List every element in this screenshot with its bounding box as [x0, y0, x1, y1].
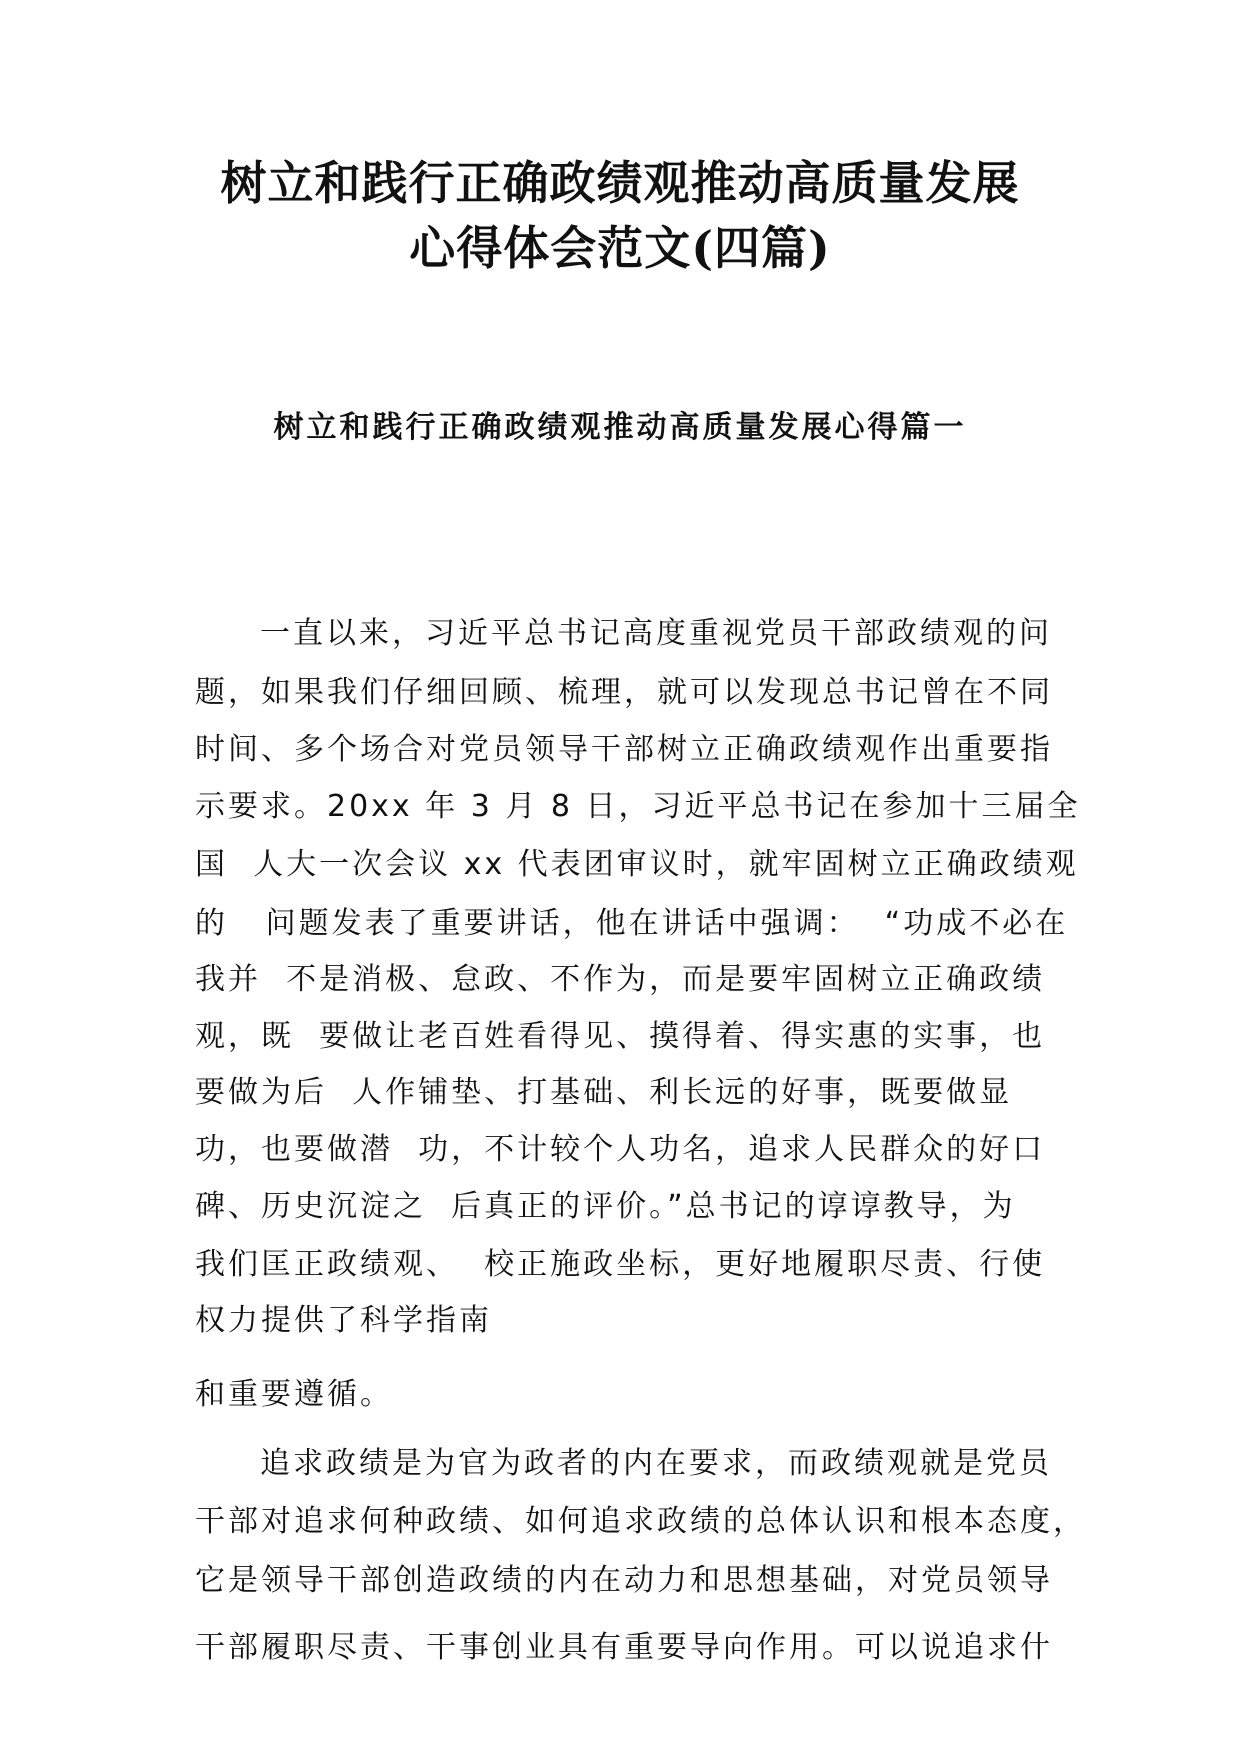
paragraph-2-line-2: 干部对追求何种政绩、如何追求政绩的总体认识和根本态度，	[195, 1504, 1086, 1539]
paragraph-1-line-9: 要做为后 人作铺垫、打基础、利长远的好事，既要做显	[195, 1075, 1013, 1110]
section-title: 树立和践行正确政绩观推动高质量发展心得篇一	[273, 410, 967, 445]
paragraph-1-line-8: 观，既 要做让老百姓看得见、摸得着、得实惠的实事，也	[195, 1019, 1046, 1054]
paragraph-1-line-7: 我并 不是消极、怠政、不作为，而是要牢固树立正确政绩	[195, 962, 1046, 997]
paragraph-1-line-4: 示要求。20xx 年 3 月 8 日，习近平总书记在参加十三届全	[195, 789, 1081, 824]
paragraph-2-line-3: 它是领导干部创造政绩的内在动力和思想基础，对党员领导	[195, 1563, 1053, 1598]
paragraph-1-line-5: 国 人大一次会议 xx 代表团审议时，就牢固树立正确政绩观	[195, 847, 1079, 882]
paragraph-1-line-10: 功，也要做潜 功，不计较个人功名，追求人民群众的好口	[195, 1132, 1046, 1167]
document-title-line-1: 树立和践行正确政绩观推动高质量发展	[220, 156, 1020, 210]
paragraph-1-line-14: 和重要遵循。	[195, 1377, 393, 1412]
paragraph-1-line-13: 权力提供了科学指南	[195, 1303, 492, 1338]
paragraph-1-line-6: 的 问题发表了重要讲话，他在讲话中强调： “功成不必在	[195, 906, 1069, 941]
paragraph-1-line-2: 题，如果我们仔细回顾、梳理，就可以发现总书记曾在不同	[195, 675, 1053, 710]
paragraph-1-line-12: 我们匡正政绩观、 校正施政坐标，更好地履职尽责、行使	[195, 1247, 1046, 1282]
paragraph-1-line-3: 时间、多个场合对党员领导干部树立正确政绩观作出重要指	[195, 732, 1053, 767]
paragraph-2-line-4: 干部履职尽责、干事创业具有重要导向作用。可以说追求什	[195, 1630, 1053, 1665]
document-title-line-2: 心得体会范文(四篇)	[409, 221, 831, 275]
paragraph-1-line-1: 一直以来，习近平总书记高度重视党员干部政绩观的问	[260, 616, 1052, 651]
paragraph-2-line-1: 追求政绩是为官为政者的内在要求，而政绩观就是党员	[260, 1446, 1052, 1481]
paragraph-1-line-11: 碑、历史沉淀之 后真正的评价。”总书记的谆谆教导，为	[195, 1189, 1016, 1224]
